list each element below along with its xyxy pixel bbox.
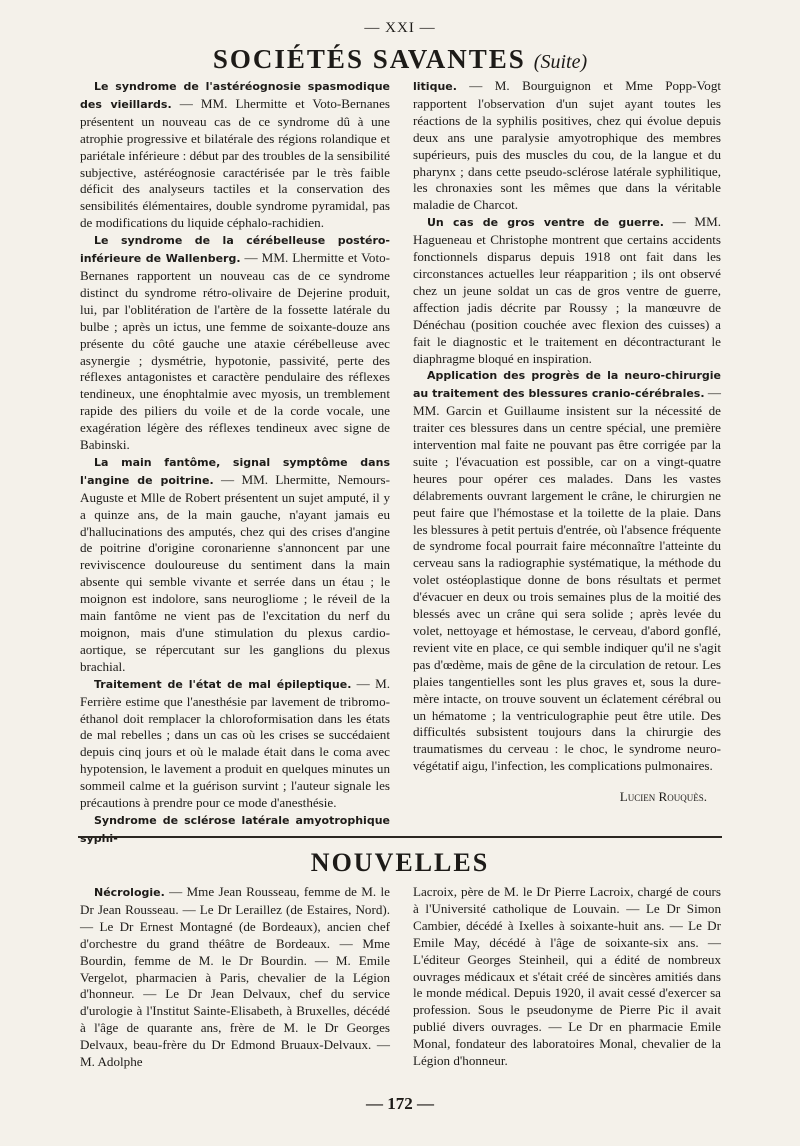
article-heading: litique. [413, 80, 457, 93]
article-body: — MM. Hagueneau et Christophe montrent que certains accidents fonctionnels disparus depuis 1918 ont fait dans les circonstances actuelles leur réapparition ; ils ont observé chez un jeune soldat un cas de gros ventre de guerre, affection jadis décrite par Roussy ; la manœuvre de Dénéchau (position couchée avec flexion des cuisses) a fait le diagnostic et le traitement en décontracturant le diaphragme bloqué en inspiration. [413, 214, 721, 366]
column-left-nouvelles [80, 884, 390, 1071]
article-heading: Le syndrome de l'astéréognosie spasmodique des vieillards. [80, 80, 390, 111]
article-body: — MM. Lhermitte et Voto-Bernanes rapportent un nouveau cas de ce syndrome distinct du syndrome rétro-olivaire de Dejerine produit, lui, par l'oblitération de l'artère de la fossette latérale du bulbe ; après un ictus, une femme de soixante-douze ans présente du côté gauche une ataxie cérébelleuse avec asynergie ; dysmétrie, hypotonie, passivité, perte des réflexes antagonistes et caractère pendulaire des réflexes tendineux, une énophtalmie avec myosis, un tremblement rapide des piliers du voile et de la corde vocale, une exagération légère des réflexes tendineux avec signe de Babinski. [80, 250, 390, 453]
article-sclerose-continued [413, 78, 721, 214]
article-epileptique [80, 676, 390, 812]
article-sclerose-heading-start [80, 812, 390, 848]
article-heading: Syndrome de sclérose latérale amyotrophique syphi- [80, 813, 390, 845]
article-heading: Traitement de l'état de mal épileptique. [94, 677, 352, 691]
necrologie-continued: Lacroix, père de M. le Dr Pierre Lacroix, chargé de cours à l'Université catholique de Louvain. — Le Dr Simon Cambier, décédé à Ixelles à soixante-huit ans. — Le Dr Emile May, décédé à l'âge de soixante-six ans. — L'éditeur Georges Steinheil, qui a édité de nombreux ouvrages médicaux et s'était créé de sincères amitiés dans le monde médical. Depuis 1920, il avait cessé d'exercer sa profession. Sous le pseudonyme de Pierre Pic il avait publié divers ouvrages. — Le Dr en pharmacie Emile Monal, fondateur des laboratoires Monal, chevalier de la Légion d'honneur. [413, 884, 721, 1069]
news-body: — Mme Jean Rousseau, femme de M. le Dr Jean Rousseau. — Le Dr Leraillez (de Estaires, Nord). — Le Dr Ernest Montagné (de Bordeaux), ancien chef d'orchestre du grand théâtre de Bordeaux. — Mme Bourdin, femme de M. le Dr Bourdin. — M. Emile Vergelot, pharmacien à Paris, chevalier de la Légion d'honneur. — Le Dr Jean Delvaux, chef du service d'urologie à l'Institut Sainte-Elisabeth, à Bruxelles, décédé à l'âge de quarante ans, frère de M. le Dr Georges Delvaux, beau-frère du Dr Edmond Bruaux-Delvaux. — M. Adolphe [80, 884, 390, 1070]
column-right-societes [413, 78, 721, 806]
article-heading: Un cas de gros ventre de guerre. [427, 216, 664, 230]
section-title-nouvelles: NOUVELLES [310, 848, 490, 877]
page-number: — 172 — [366, 1094, 434, 1113]
section-title-text: SOCIÉTÉS SAVANTES [212, 44, 526, 74]
article-neuro-chirurgie [413, 367, 721, 775]
article-body: — MM. Garcin et Guillaume insistent sur la nécessité de traiter ces blessures dans un centre spécial, une première intervention mal faite ne pouvant pas être corrigée par la suite ; l'évacuation est possible, car on a vingt-quatre heures pour opérer ces malades. Dans les vastes délabrements ouvrant largement le crâne, le chirurgien ne peut faire que l'hémostase et la toilette de la plaie. Dans les blessures à petit pertuis d'entrée, où l'absence fréquente de syndrome focal pourrait faire méconnaître l'atteinte du cerveau sans la radiographie systématique, la méthode du volet ostéoplastique donne de bons résultats et permet d'évacuer en deux ou trois semaines plus de la moitié des blessés avec un crâne qui sera solide ; après levée du volet, nettoyage et hémostase, le cerveau, d'abord gonflé, revient vite en place, ce qui semble indiquer qu'il ne s'agit pas d'œdème, mais de gêne de la circulation de retour. Les plaies tangentielles sont les plus graves et, sous la dure-mère intacte, on trouve souvent un éclatement cérébral ou un hématome ; la ventriculographie peut être utile. Des difficultés subsistent toujours dans la chirurgie des traumatismes du cerveau : le choc, le syndrome neuro-végétatif aigu, l'infection, les complications pulmonaires. [413, 385, 721, 774]
section-divider [78, 836, 722, 838]
author-signature: Lucien Rouquès. [619, 789, 707, 805]
section-title-societes-savantes [0, 44, 800, 75]
article-body: — MM. Lhermitte, Nemours-Auguste et Mlle de Robert présentent un sujet amputé, il y a quinze ans, de la main gauche, n'ayant jamais eu d'hallucinations des amputés, chez qui des crises d'angine de poitrine d'origine coronarienne s'annoncent par une reviviscence douloureuse du sentiment dans la main absente qui semble vivante et serrée dans un étau ; le moignon est indolore, sans neurogliome ; le réveil de la main fantôme ne vient pas de l'excitation du nerf du moignon, mais d'une stimulation du plexus cardio-aortique, se répercutant sur les ganglions du plexus brachial. [80, 471, 390, 674]
article-body: — M. Bourguignon et Mme Popp-Vogt rapportent l'observation d'un sujet ayant toutes les réactions de la syphilis positives, chez qui évolue depuis deux ans une paralysie amyotrophique des membres supérieurs, puis des muscles du cou, de la langue et du pharynx ; dans cette pseudo-sclérose latérale syphilitique, les chronaxies sont les mêmes que dans la véritable maladie de Charcot. [413, 78, 721, 213]
article-wallenberg [80, 232, 390, 454]
column-left-societes [80, 78, 390, 848]
article-gros-ventre [413, 214, 721, 367]
article-heading: Application des progrès de la neuro-chirurgie au traitement des blessures cranio-cérébrales. [413, 369, 721, 401]
necrologie-paragraph [80, 884, 390, 1071]
article-heading: Le syndrome de la cérébelleuse postéro-inférieure de Wallenberg. [80, 234, 390, 266]
column-right-nouvelles [413, 884, 721, 1070]
news-heading: Nécrologie. [94, 886, 165, 899]
section-suite: (Suite) [533, 51, 588, 73]
article-main-fantome [80, 454, 390, 676]
article-asterognosie [80, 78, 390, 232]
article-body: — MM. Lhermitte et Voto-Bernanes présentent un nouveau cas de ce syndrome dû à une atrophie progressive et bilatérale des régions rolandique et pariétale inférieure : début par des troubles de la sensibilité subjective, astéréognosie caractérisée par le très faible déficit des analyseurs tactiles et la conservation des sensibilités élémentaires, double syndrome pyramidal, pas de modifications du liquide céphalo-rachidien. [80, 95, 390, 231]
article-body: — M. Ferrière estime que l'anesthésie par lavement de tribromo-éthanol doit remplacer la chloroformisation dans les états de mal rebelles ; dans un cas où les crises se succédaient depuis cinq jours et où le malade était dans le coma avec hypotension, le lavement a produit en quelques minutes un sommeil calme et la guérison survint ; l'auteur signale les précautions à prendre pour ce mode d'anesthésie. [80, 675, 390, 811]
folio: — XXI — [364, 20, 436, 36]
article-heading: La main fantôme, signal symptôme dans l'angine de poitrine. [80, 455, 390, 487]
